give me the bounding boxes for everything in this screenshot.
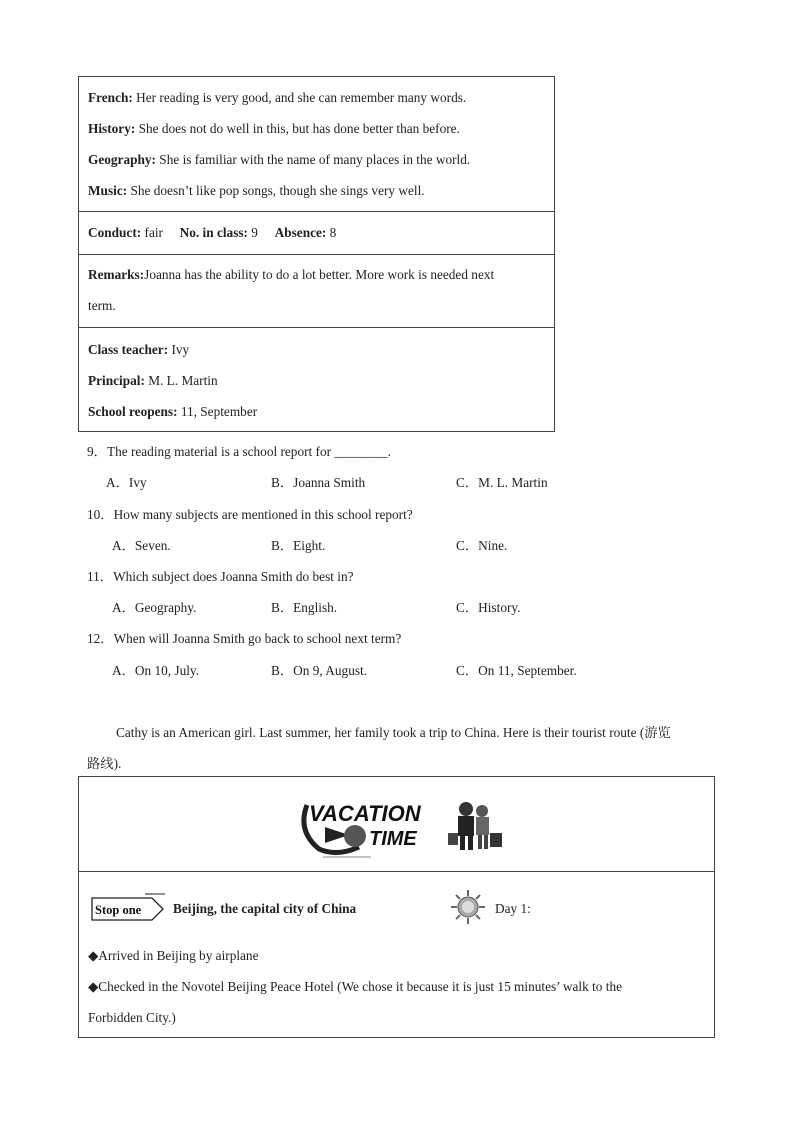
option-b[interactable]: B．On 9, August. (271, 663, 368, 678)
option-a[interactable]: A．Seven. (112, 538, 171, 553)
report-conduct-row: Conduct: fair No. in class: 9 Absence: 8 (88, 225, 337, 240)
passage-text: Cathy is an American girl. Last summer, her family took a trip to China. Here is their tourist route (游览 (116, 725, 671, 740)
option-a[interactable]: A．Ivy (106, 475, 147, 490)
passage-text-cont: 路线). (87, 756, 122, 771)
report-history: History: She does not do well in this, but has done better than before. (88, 121, 460, 136)
report-school-reopens: School reopens: 11, September (88, 404, 258, 419)
divider (79, 211, 554, 212)
question-stem: 11．Which subject does Joanna Smith do best in? (87, 569, 354, 584)
report-remarks-cont: term. (88, 298, 116, 313)
school-report-table (78, 76, 555, 432)
route-bullet-cont: Forbidden City.) (88, 1010, 176, 1025)
report-remarks: Remarks:Joanna has the ability to do a lot better. More work is needed next (88, 267, 495, 282)
option-a[interactable]: A．Geography. (112, 600, 197, 615)
stop-title: Beijing, the capital city of China (173, 901, 357, 916)
option-c[interactable]: C．Nine. (456, 538, 508, 553)
vacation-time-logo (297, 791, 429, 859)
divider (79, 327, 554, 328)
divider (79, 254, 554, 255)
report-french: French: Her reading is very good, and she can remember many words. (88, 90, 467, 105)
route-bullet: ◆Checked in the Novotel Beijing Peace Hotel (We chose it because it is just 15 minutes’ walk to the (88, 979, 623, 994)
option-b[interactable]: B．Joanna Smith (271, 475, 366, 490)
report-principal: Principal: M. L. Martin (88, 373, 218, 388)
vacation-route-table (78, 776, 715, 1038)
stop-one-badge (90, 892, 166, 922)
option-a[interactable]: A．On 10, July. (112, 663, 200, 678)
report-music: Music: She doesn’t like pop songs, though she sings very well. (88, 183, 425, 198)
option-b[interactable]: B．English. (271, 600, 338, 615)
option-b[interactable]: B．Eight. (271, 538, 326, 553)
report-geography: Geography: She is familiar with the name of many places in the world. (88, 152, 471, 167)
divider (79, 871, 714, 872)
sun-icon (450, 889, 486, 925)
stop-one-label: Stop one (95, 903, 142, 917)
option-c[interactable]: C．History. (456, 600, 521, 615)
travelers-icon (446, 799, 504, 855)
report-class-teacher: Class teacher: Ivy (88, 342, 190, 357)
option-c[interactable]: C．M. L. Martin (456, 475, 548, 490)
question-stem: 12．When will Joanna Smith go back to school next term? (87, 631, 402, 646)
question-stem: 9．The reading material is a school report for ________. (87, 444, 391, 459)
logo-text-vacation: VACATION (309, 801, 421, 826)
day-label: Day 1: (495, 901, 531, 916)
option-c[interactable]: C．On 11, September. (456, 663, 577, 678)
question-stem: 10．How many subjects are mentioned in this school report? (87, 507, 413, 522)
logo-text-time: TIME (369, 828, 417, 850)
route-bullet: ◆Arrived in Beijing by airplane (88, 948, 259, 963)
